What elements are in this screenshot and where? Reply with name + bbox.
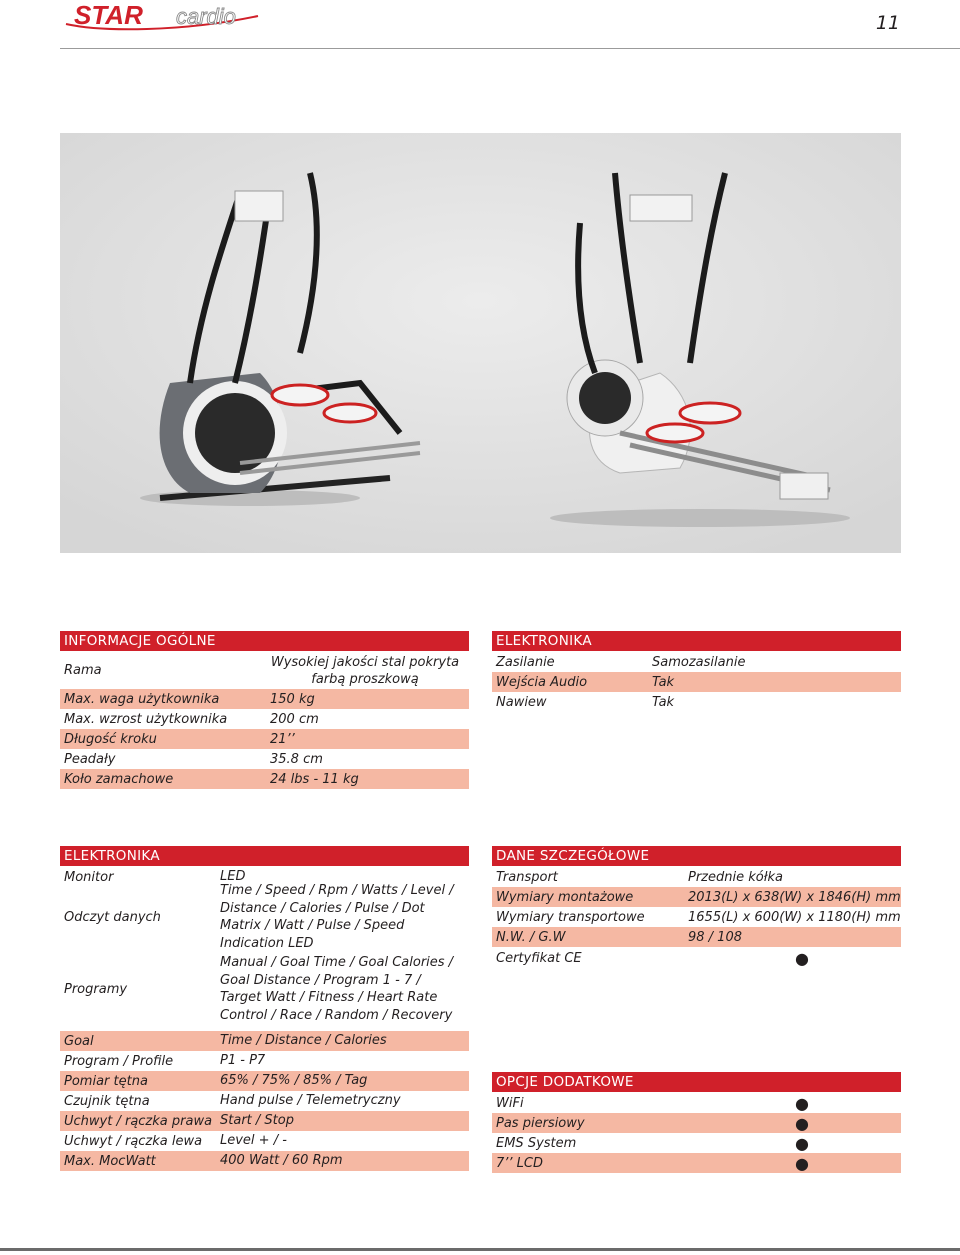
spec-value: 2013(L) x 638(W) x 1846(H) mm [688,889,901,905]
spec-value: Time / Speed / Rpm / Watts / Level / Distance / Calories / Pulse / Dot Matrix / Watt / Pulse / Speed Indication LED [220,883,454,951]
table-row [492,867,901,887]
spec-label: Odczyt danych [64,909,161,925]
table-row [60,709,469,729]
spec-label: Programy [64,981,128,997]
spec-label: Pomiar tętna [64,1073,148,1089]
spec-label: WiFi [496,1095,524,1111]
spec-value: Samozasilanie [652,654,746,670]
table-row [60,1091,469,1111]
star-cardio-logo [62,2,262,36]
page-number: 11 [875,12,900,34]
spec-value: Przednie kółka [688,869,783,885]
spec-value: 150 kg [270,691,315,707]
table-row [60,689,469,709]
spec-value: 400 Watt / 60 Rpm [220,1153,343,1169]
spec-label: Uchwyt / rączka lewa [64,1133,203,1149]
spec-value: 24 lbs - 11 kg [270,771,359,787]
options-table [492,1072,901,1173]
table-row [492,1113,901,1133]
spec-label: Długość kroku [64,731,157,747]
electronics-power-table [492,631,901,712]
spec-value: 200 cm [270,711,319,727]
spec-value: Manual / Goal Time / Goal Calories / Goal Distance / Program 1 - 7 / Target Watt / Fitness / Heart Rate Control / Race / Random / Recovery [220,955,454,1023]
spec-value: Wysokiej jakości stal pokryta farbą proszkową [270,654,460,687]
spec-value: 98 / 108 [688,929,742,945]
spec-label: Wymiary montażowe [496,889,634,905]
table-row [60,1051,469,1071]
spec-label: Wymiary transportowe [496,909,645,925]
table-row [60,729,469,749]
included-bullet: ● [795,948,809,968]
electronics-table [60,846,469,1171]
electronics-power-heading: ELEKTRONIKA [492,631,901,651]
spec-value: Tak [652,674,675,690]
spec-value: Tak [652,694,675,710]
spec-label: Pas piersiowy [496,1115,585,1131]
spec-value: 1655(L) x 600(W) x 1180(H) mm [688,909,901,925]
spec-label: Max. waga użytkownika [64,691,220,707]
included-bullet: ● [795,1093,809,1113]
table-row [492,652,901,672]
table-row [60,749,469,769]
table-row [492,1093,901,1113]
table-row [492,692,901,712]
spec-label: Czujnik tętna [64,1093,150,1109]
table-row [492,927,901,947]
spec-label: Monitor [64,869,114,885]
spec-value: Hand pulse / Telemetryczny [220,1093,401,1109]
spec-label: EMS System [496,1135,577,1151]
spec-value: P1 - P7 [220,1053,266,1069]
table-row [60,1071,469,1091]
spec-label: Wejścia Audio [496,674,588,690]
table-row [60,1151,469,1171]
spec-label: Goal [64,1033,94,1049]
general-info-table [60,631,469,789]
table-row [60,883,469,951]
general-info-heading: INFORMACJE OGÓLNE [60,631,469,651]
options-heading: OPCJE DODATKOWE [492,1072,901,1092]
table-row [492,1133,901,1153]
details-table [492,846,901,969]
spec-label: Uchwyt / rączka prawa [64,1113,213,1129]
included-bullet: ● [795,1153,809,1173]
table-row [60,769,469,789]
table-row [60,1031,469,1051]
table-row [492,947,901,969]
spec-label: Certyfikat CE [496,950,582,966]
spec-label: Max. wzrost użytkownika [64,711,228,727]
product-photo [60,133,901,553]
spec-label: 7’’ LCD [496,1155,543,1171]
table-row [492,887,901,907]
table-row [60,652,469,689]
header-divider [60,48,960,49]
spec-value: LED [220,869,246,885]
spec-label: Transport [496,869,558,885]
spec-label: Rama [64,663,102,678]
spec-label: Max. MocWatt [64,1153,156,1169]
spec-value: Start / Stop [220,1113,294,1129]
details-heading: DANE SZCZEGÓŁOWE [492,846,901,866]
table-row [492,907,901,927]
spec-value: Level + / - [220,1133,287,1149]
spec-value: 21’’ [270,731,295,747]
table-row [60,947,469,1031]
table-row [60,1111,469,1131]
spec-label: Koło zamachowe [64,771,174,787]
electronics-heading: ELEKTRONIKA [60,846,469,866]
included-bullet: ● [795,1113,809,1133]
table-row [60,1131,469,1151]
svg-text:STAR: STAR [74,2,143,30]
spec-label: Peadały [64,751,116,767]
spec-label: Nawiew [496,694,547,710]
svg-text:cardio: cardio [176,4,236,29]
table-row [492,672,901,692]
footer-divider [0,1248,960,1251]
spec-value: Time / Distance / Calories [220,1033,387,1049]
spec-label: Program / Profile [64,1053,174,1069]
spec-label: N.W. / G.W [496,929,566,945]
spec-value: 65% / 75% / 85% / Tag [220,1073,368,1089]
spec-label: Zasilanie [496,654,555,670]
spec-value: 35.8 cm [270,751,323,767]
included-bullet: ● [795,1133,809,1153]
table-row [492,1153,901,1173]
